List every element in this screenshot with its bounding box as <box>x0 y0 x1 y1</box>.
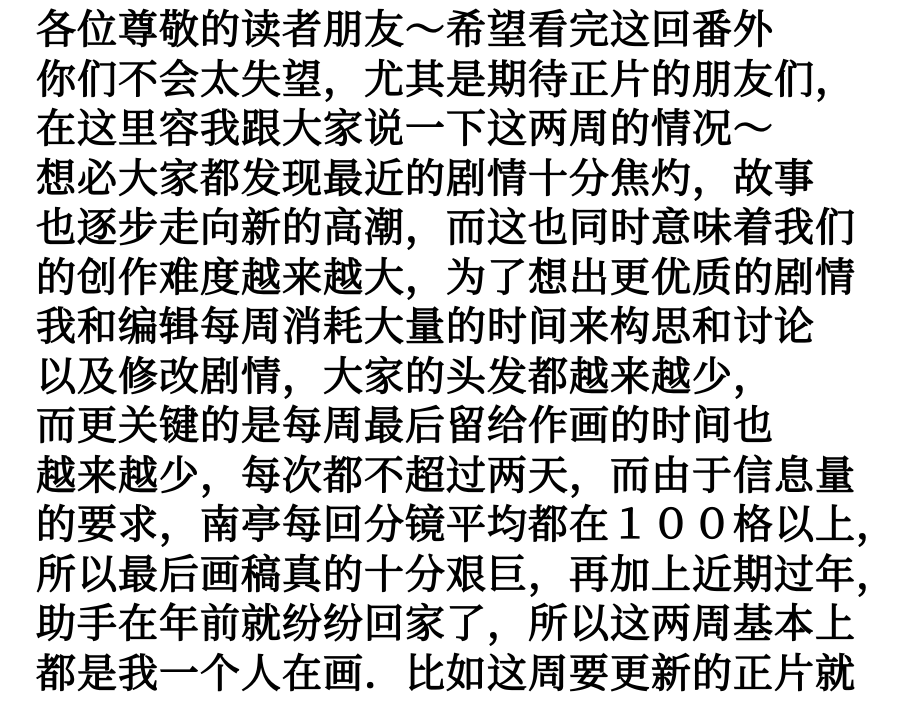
text-line-7: 我和编辑每周消耗大量的时间来构思和讨论 <box>36 305 815 349</box>
text-line-1: 各位尊敬的读者朋友～希望看完这回番外 <box>36 8 774 52</box>
text-line-4: 想必大家都发现最近的剧情十分焦灼，故事 <box>36 156 815 201</box>
text-line-2: 你们不会太失望，尤其是期待正片的朋友们， <box>36 57 856 102</box>
text-line-6: 的创作难度越来越大，为了想出更优质的剧情 <box>36 255 856 300</box>
text-line-8: 以及修改剧情，大家的头发都越来越少， <box>36 354 774 399</box>
text-line-5: 也逐步走向新的高潮，而这也同时意味着我们 <box>36 206 856 250</box>
text-line-9: 而更关键的是每周最后留给作画的时间也 <box>36 404 774 448</box>
text-line-3: 在这里容我跟大家说一下这两周的情况～ <box>36 107 774 151</box>
text-line-14: 都是我一个人在画．比如这周要更新的正片就 <box>36 651 856 696</box>
text-line-12: 所以最后画稿真的十分艰巨，再加上近期过年， <box>36 552 897 597</box>
text-line-11: 的要求，南亭每回分镜平均都在１００格以上， <box>36 503 897 547</box>
text-line-10: 越来越少，每次都不超过两天，而由于信息量 <box>36 453 856 498</box>
text-line-13: 助手在年前就纷纷回家了，所以这两周基本上 <box>36 602 856 646</box>
